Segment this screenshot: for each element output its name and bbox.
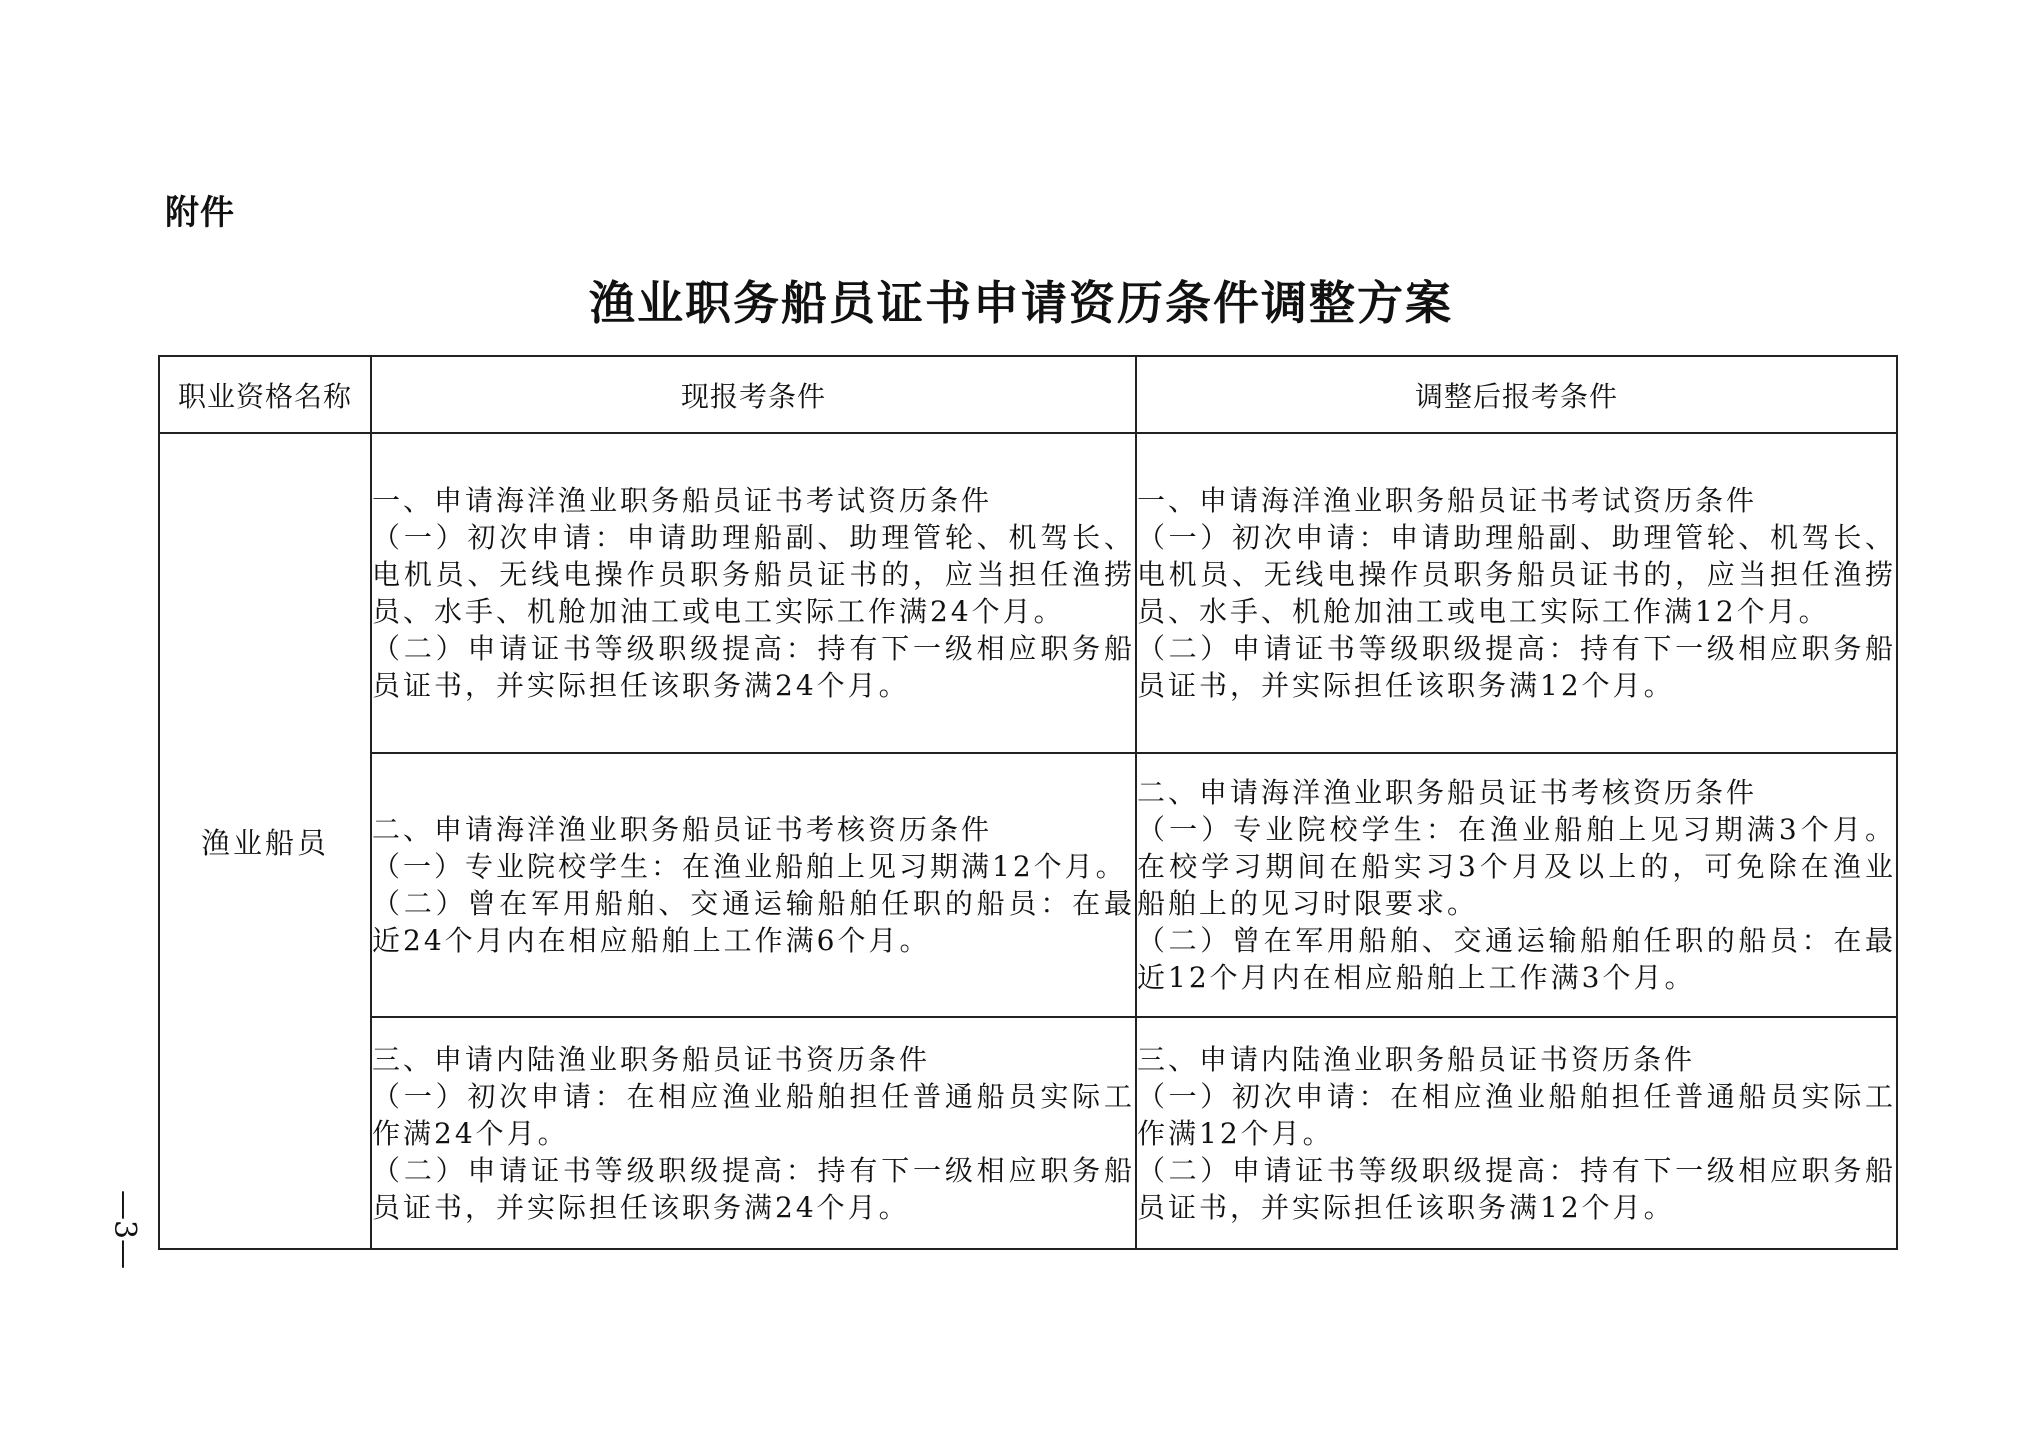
- condition-item: （二）曾在军用船舶、交通运输船舶任职的船员：在最近24个月内在相应船舶上工作满6个月。: [372, 887, 1135, 957]
- document-title: 渔业职务船员证书申请资历条件调整方案: [589, 276, 1453, 330]
- condition-heading: 三、申请内陆渔业职务船员证书资历条件: [372, 1042, 931, 1076]
- condition-heading: 三、申请内陆渔业职务船员证书资历条件: [1137, 1042, 1696, 1076]
- current-conditions-cell: [371, 433, 1136, 753]
- condition-heading: 二、申请海洋渔业职务船员证书考核资历条件: [372, 813, 993, 846]
- current-conditions-cell: [371, 753, 1136, 1017]
- condition-heading: 二、申请海洋渔业职务船员证书考核资历条件: [1137, 776, 1758, 809]
- condition-heading: 一、申请海洋渔业职务船员证书考试资历条件: [372, 484, 993, 517]
- header-qualification-name: 职业资格名称: [159, 356, 371, 433]
- role-cell: 渔业船员: [159, 433, 371, 1249]
- adjusted-conditions-cell: [1136, 433, 1897, 753]
- table-header-row: [159, 356, 1897, 433]
- condition-item: （二）申请证书等级职级提高：持有下一级相应职务船员证书，并实际担任该职务满12个月。: [1137, 632, 1896, 702]
- condition-item: （二）申请证书等级职级提高：持有下一级相应职务船员证书，并实际担任该职务满24个月。: [372, 632, 1135, 702]
- table-row: [159, 1017, 1897, 1249]
- condition-item: （二）申请证书等级职级提高：持有下一级相应职务船员证书，并实际担任该职务满12个月。: [1137, 1153, 1896, 1224]
- condition-item: （一）初次申请：申请助理船副、助理管轮、机驾长、电机员、无线电操作员职务船员证书的，应当担任渔捞员、水手、机舱加油工或电工实际工作满12个月。: [1137, 521, 1896, 628]
- current-conditions-cell: [371, 1017, 1136, 1249]
- table-row: [159, 753, 1897, 1017]
- adjusted-conditions-cell: [1136, 753, 1897, 1017]
- condition-item: （二）曾在军用船舶、交通运输船舶任职的船员：在最近12个月内在相应船舶上工作满3个月。: [1137, 924, 1896, 994]
- page-number: —3—: [107, 1190, 142, 1270]
- header-current-conditions: 现报考条件: [371, 356, 1136, 433]
- conditions-table: [158, 355, 1898, 1250]
- condition-item: （二）申请证书等级职级提高：持有下一级相应职务船员证书，并实际担任该职务满24个月。: [372, 1153, 1135, 1224]
- table-row: [159, 433, 1897, 753]
- condition-heading: 一、申请海洋渔业职务船员证书考试资历条件: [1137, 484, 1758, 517]
- condition-item: （一）专业院校学生：在渔业船舶上见习期满3个月。在校学习期间在船实习3个月及以上的，可免除在渔业船舶上的见习时限要求。: [1137, 813, 1896, 920]
- condition-item: （一）初次申请：在相应渔业船舶担任普通船员实际工作满12个月。: [1137, 1079, 1896, 1150]
- attachment-label: 附件: [165, 193, 235, 233]
- adjusted-conditions-cell: [1136, 1017, 1897, 1249]
- header-adjusted-conditions: 调整后报考条件: [1136, 356, 1897, 433]
- condition-item: （一）初次申请：在相应渔业船舶担任普通船员实际工作满24个月。: [372, 1079, 1135, 1150]
- condition-item: （一）专业院校学生：在渔业船舶上见习期满12个月。: [372, 850, 1127, 883]
- condition-item: （一）初次申请：申请助理船副、助理管轮、机驾长、电机员、无线电操作员职务船员证书的，应当担任渔捞员、水手、机舱加油工或电工实际工作满24个月。: [372, 521, 1135, 628]
